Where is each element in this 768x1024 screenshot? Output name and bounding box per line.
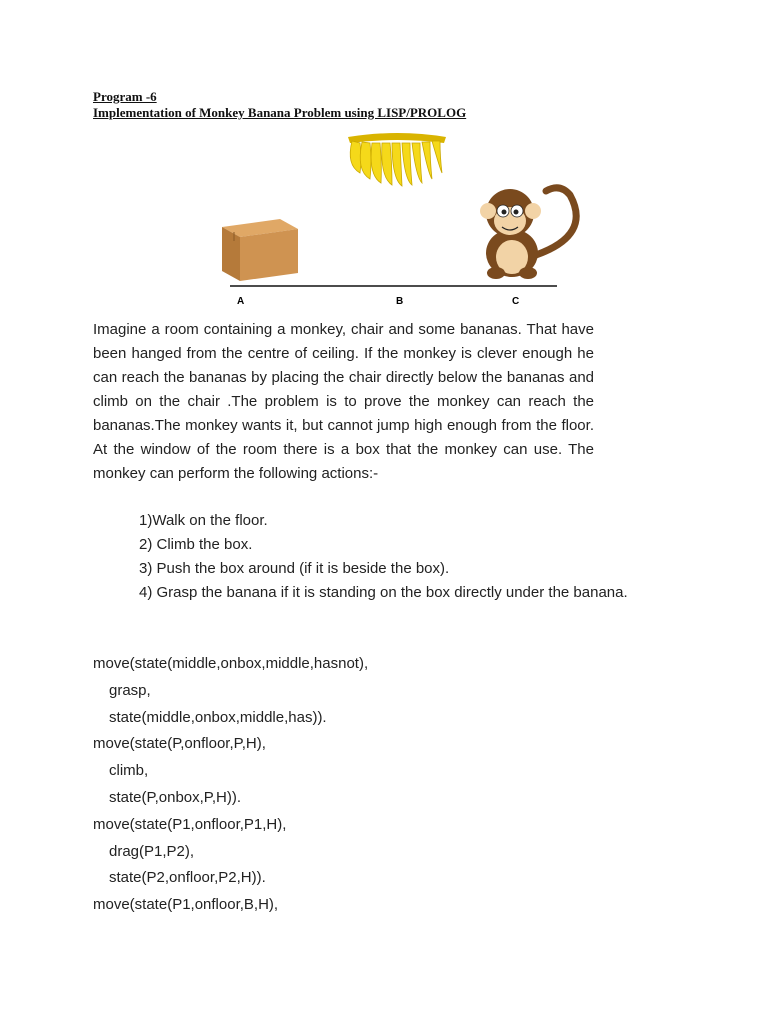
actions-list (139, 509, 629, 605)
intro-paragraph (93, 318, 594, 486)
code-line: move(state(P1,onfloor,P1,H), (93, 815, 287, 833)
list-item: 4) Grasp the banana if it is standing on the box directly under the banana. (139, 584, 628, 601)
page-title: Implementation of Monkey Banana Problem using LISP/PROLOG (93, 105, 467, 120)
position-label-b: B (396, 296, 404, 307)
code-line: move(state(P,onfloor,P,H), (93, 735, 266, 753)
code-line: drag(P1,P2), (109, 842, 195, 860)
position-label-c: C (512, 296, 520, 307)
banana-bunch-icon (348, 133, 446, 186)
code-line: state(middle,onbox,middle,has)). (109, 708, 327, 726)
position-label-a: A (237, 296, 245, 307)
prolog-code (93, 651, 653, 919)
code-line: state(P2,onfloor,P2,H)). (109, 869, 266, 887)
code-line: move(state(P1,onfloor,B,H), (93, 896, 279, 914)
intro-text: Imagine a room containing a monkey, chair and some bananas. That have been hanged from the centre of ceiling. If the monkey is clever enough he can reach the bananas by placing the chair directly below the bananas and climb on the chair .The problem is to prove the monkey can reach the bananas.The monkey wants it, but cannot jump high enough from the floor. At the window of the room there is a box that the monkey can use. The monkey can perform the following actions:- (93, 321, 594, 482)
code-line: grasp, (109, 681, 151, 699)
code-line: state(P,onbox,P,H)). (109, 788, 242, 806)
box-icon (222, 219, 298, 281)
list-item: 3) Push the box around (if it is beside the box). (139, 560, 450, 577)
list-item: 1)Walk on the floor. (139, 512, 268, 529)
monkey-banana-illustration (200, 125, 600, 315)
code-line: climb, (109, 762, 149, 780)
monkey-icon (480, 188, 576, 279)
list-item: 2) Climb the box. (139, 536, 253, 553)
program-number: Program -6 (93, 89, 157, 104)
code-line: move(state(middle,onbox,middle,hasnot), (93, 655, 369, 672)
